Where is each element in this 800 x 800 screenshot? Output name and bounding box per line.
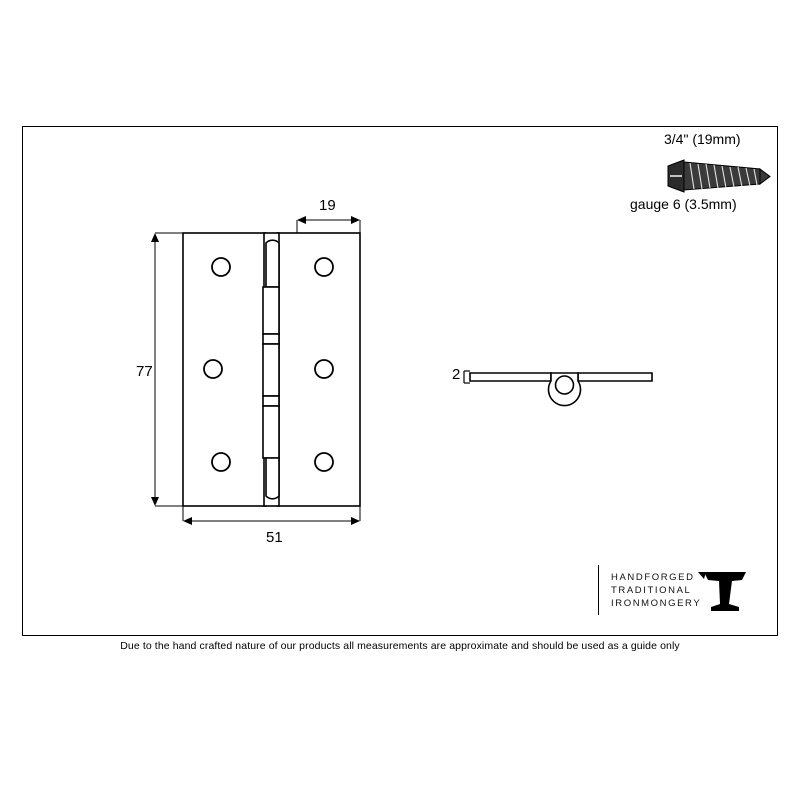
brand-block: [598, 562, 758, 618]
footer-disclaimer: Due to the hand crafted nature of our products all measurements are approximate and should be used as a guide only: [120, 640, 680, 652]
dimension-thickness-label: 2: [452, 366, 461, 383]
brand-line-2: TRADITIONAL: [611, 584, 692, 596]
dimension-leaf-width-label: 19: [319, 197, 336, 214]
dimension-width-label: 51: [266, 529, 283, 546]
hinge-knuckles: [263, 240, 279, 499]
screw-illustration: [668, 160, 770, 192]
hinge-edge-view: [464, 371, 652, 406]
anvil-logo: [698, 564, 752, 614]
screw-length-label: 3/4" (19mm): [664, 131, 741, 147]
brand-line-1: HANDFORGED: [611, 571, 695, 583]
screw-gauge-label: gauge 6 (3.5mm): [630, 196, 737, 212]
brand-line-3: IRONMONGERY: [611, 597, 702, 609]
dimension-height-label: 77: [136, 363, 153, 380]
brand-divider: [598, 565, 599, 615]
brand-text: [611, 571, 701, 610]
